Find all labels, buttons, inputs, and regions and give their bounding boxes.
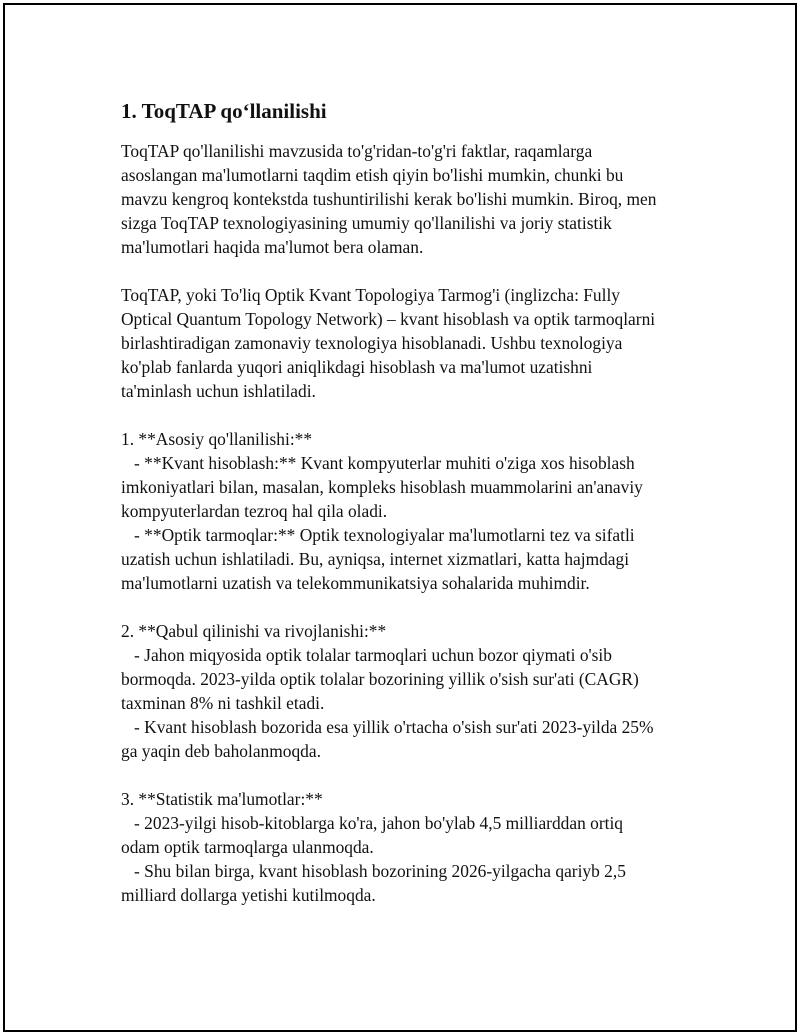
blank-line — [121, 259, 701, 283]
text-line: odam optik tarmoqlarga ulanmoqda. — [121, 837, 374, 857]
text-line: - **Kvant hisoblash:** Kvant kompyuterlar muhiti o'ziga xos hisoblash — [121, 453, 635, 473]
text-line: - Jahon miqyosida optik tolalar tarmoqlari uchun bozor qiymati o'sib — [121, 645, 612, 665]
text-line: birlashtiradigan zamonaviy texnologiya hisoblanadi. Ushbu texnologiya — [121, 333, 623, 353]
text-line: - Shu bilan birga, kvant hisoblash bozorining 2026-yilgacha qariyb 2,5 — [121, 861, 626, 881]
text-line: sizga ToqTAP texnologiyasining umumiy qo'llanilishi va joriy statistik — [121, 213, 612, 233]
text-line: - **Optik tarmoqlar:** Optik texnologiyalar ma'lumotlarni tez va sifatli — [121, 525, 635, 545]
blank-line — [121, 595, 701, 619]
text-line: 3. **Statistik ma'lumotlar:** — [121, 789, 323, 809]
text-line: ga yaqin deb baholanmoqda. — [121, 741, 321, 761]
text-line: ma'lumotlari haqida ma'lumot bera olaman. — [121, 237, 424, 257]
blank-line — [121, 763, 701, 787]
text-line: imkoniyatlari bilan, masalan, kompleks hisoblash muammolarini an'anaviy — [121, 477, 643, 497]
text-line: ta'minlash uchun ishlatiladi. — [121, 381, 316, 401]
document-content — [121, 97, 701, 907]
document-page — [3, 3, 797, 1032]
text-line: ToqTAP qo'llanilishi mavzusida to'g'ridan-to'g'ri faktlar, raqamlarga — [121, 141, 593, 161]
text-line: mavzu kengroq kontekstda tushuntirilishi kerak bo'lishi mumkin. Biroq, men — [121, 189, 657, 209]
text-line: ma'lumotlarni uzatish va telekommunikatsiya sohalarida muhimdir. — [121, 573, 590, 593]
text-line: 1. **Asosiy qo'llanilishi:** — [121, 429, 313, 449]
blank-line — [121, 403, 701, 427]
text-line: ToqTAP, yoki To'liq Optik Kvant Topologiya Tarmog'i (inglizcha: Fully — [121, 285, 620, 305]
text-line: 2. **Qabul qilinishi va rivojlanishi:** — [121, 621, 387, 641]
text-line: asoslangan ma'lumotlarni taqdim etish qiyin bo'lishi mumkin, chunki bu — [121, 165, 624, 185]
text-line: Optical Quantum Topology Network) – kvant hisoblash va optik tarmoqlarni — [121, 309, 656, 329]
text-line: bormoqda. 2023-yilda optik tolalar bozorining yillik o'sish sur'ati (CAGR) — [121, 669, 639, 689]
text-line: kompyuterlardan tezroq hal qila oladi. — [121, 501, 388, 521]
text-line: uzatish uchun ishlatiladi. Bu, ayniqsa, internet xizmatlari, katta hajmdagi — [121, 549, 630, 569]
text-line: - 2023-yilgi hisob-kitoblarga ko'ra, jahon bo'ylab 4,5 milliarddan ortiq — [121, 813, 623, 833]
section-heading: 1. ToqTAP qo‘llanilishi — [121, 99, 327, 123]
text-line: milliard dollarga yetishi kutilmoqda. — [121, 885, 376, 905]
document-body — [121, 139, 701, 907]
text-line: - Kvant hisoblash bozorida esa yillik o'rtacha o'sish sur'ati 2023-yilda 25% — [121, 717, 654, 737]
text-line: ko'plab fanlarda yuqori aniqlikdagi hisoblash va ma'lumot uzatishni — [121, 357, 593, 377]
text-line: taxminan 8% ni tashkil etadi. — [121, 693, 325, 713]
